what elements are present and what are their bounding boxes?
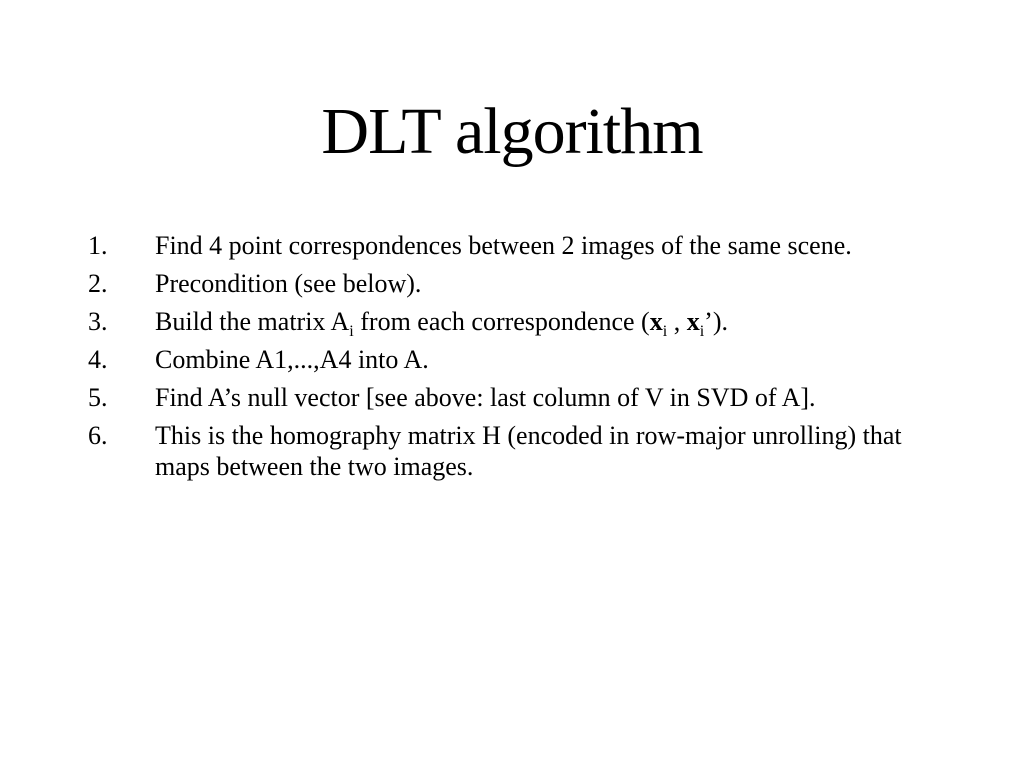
list-item — [0, 420, 947, 482]
subscript-i: i — [699, 323, 705, 341]
list-item-number: 6. — [88, 421, 108, 450]
list-item — [0, 382, 947, 413]
numbered-list — [0, 230, 947, 489]
list-item-text: Find A’s null vector [see above: last column of V in SVD of A]. — [155, 383, 816, 412]
list-item-number: 5. — [88, 383, 108, 412]
list-item-number: 1. — [88, 231, 108, 260]
list-item — [0, 268, 947, 299]
bold-x: x — [686, 307, 700, 336]
list-item-text — [155, 307, 729, 341]
subscript-i: i — [349, 323, 354, 341]
subscript-i: i — [662, 323, 668, 341]
text-segment: Build the matrix A — [155, 307, 350, 336]
list-item — [0, 344, 947, 375]
list-item-text: Find 4 point correspondences between 2 images of the same scene. — [155, 231, 852, 260]
list-item — [0, 230, 947, 261]
text-segment: ). — [712, 307, 729, 336]
list-item-text: Combine A1,...,A4 into A. — [155, 345, 429, 374]
prime-mark: ’ — [704, 307, 713, 336]
text-segment: from each correspondence ( — [353, 307, 650, 336]
slide-title: DLT algorithm — [321, 95, 703, 168]
list-item-text: Precondition (see below). — [155, 269, 422, 298]
list-item-number: 2. — [88, 269, 108, 298]
list-item-number: 4. — [88, 345, 108, 374]
text-segment: , — [667, 307, 687, 336]
bold-x: x — [649, 307, 663, 336]
list-item-text: This is the homography matrix H (encoded in row-major unrolling) that maps between the two images. — [155, 421, 902, 481]
list-item — [0, 306, 947, 341]
list-item-number: 3. — [88, 307, 108, 336]
